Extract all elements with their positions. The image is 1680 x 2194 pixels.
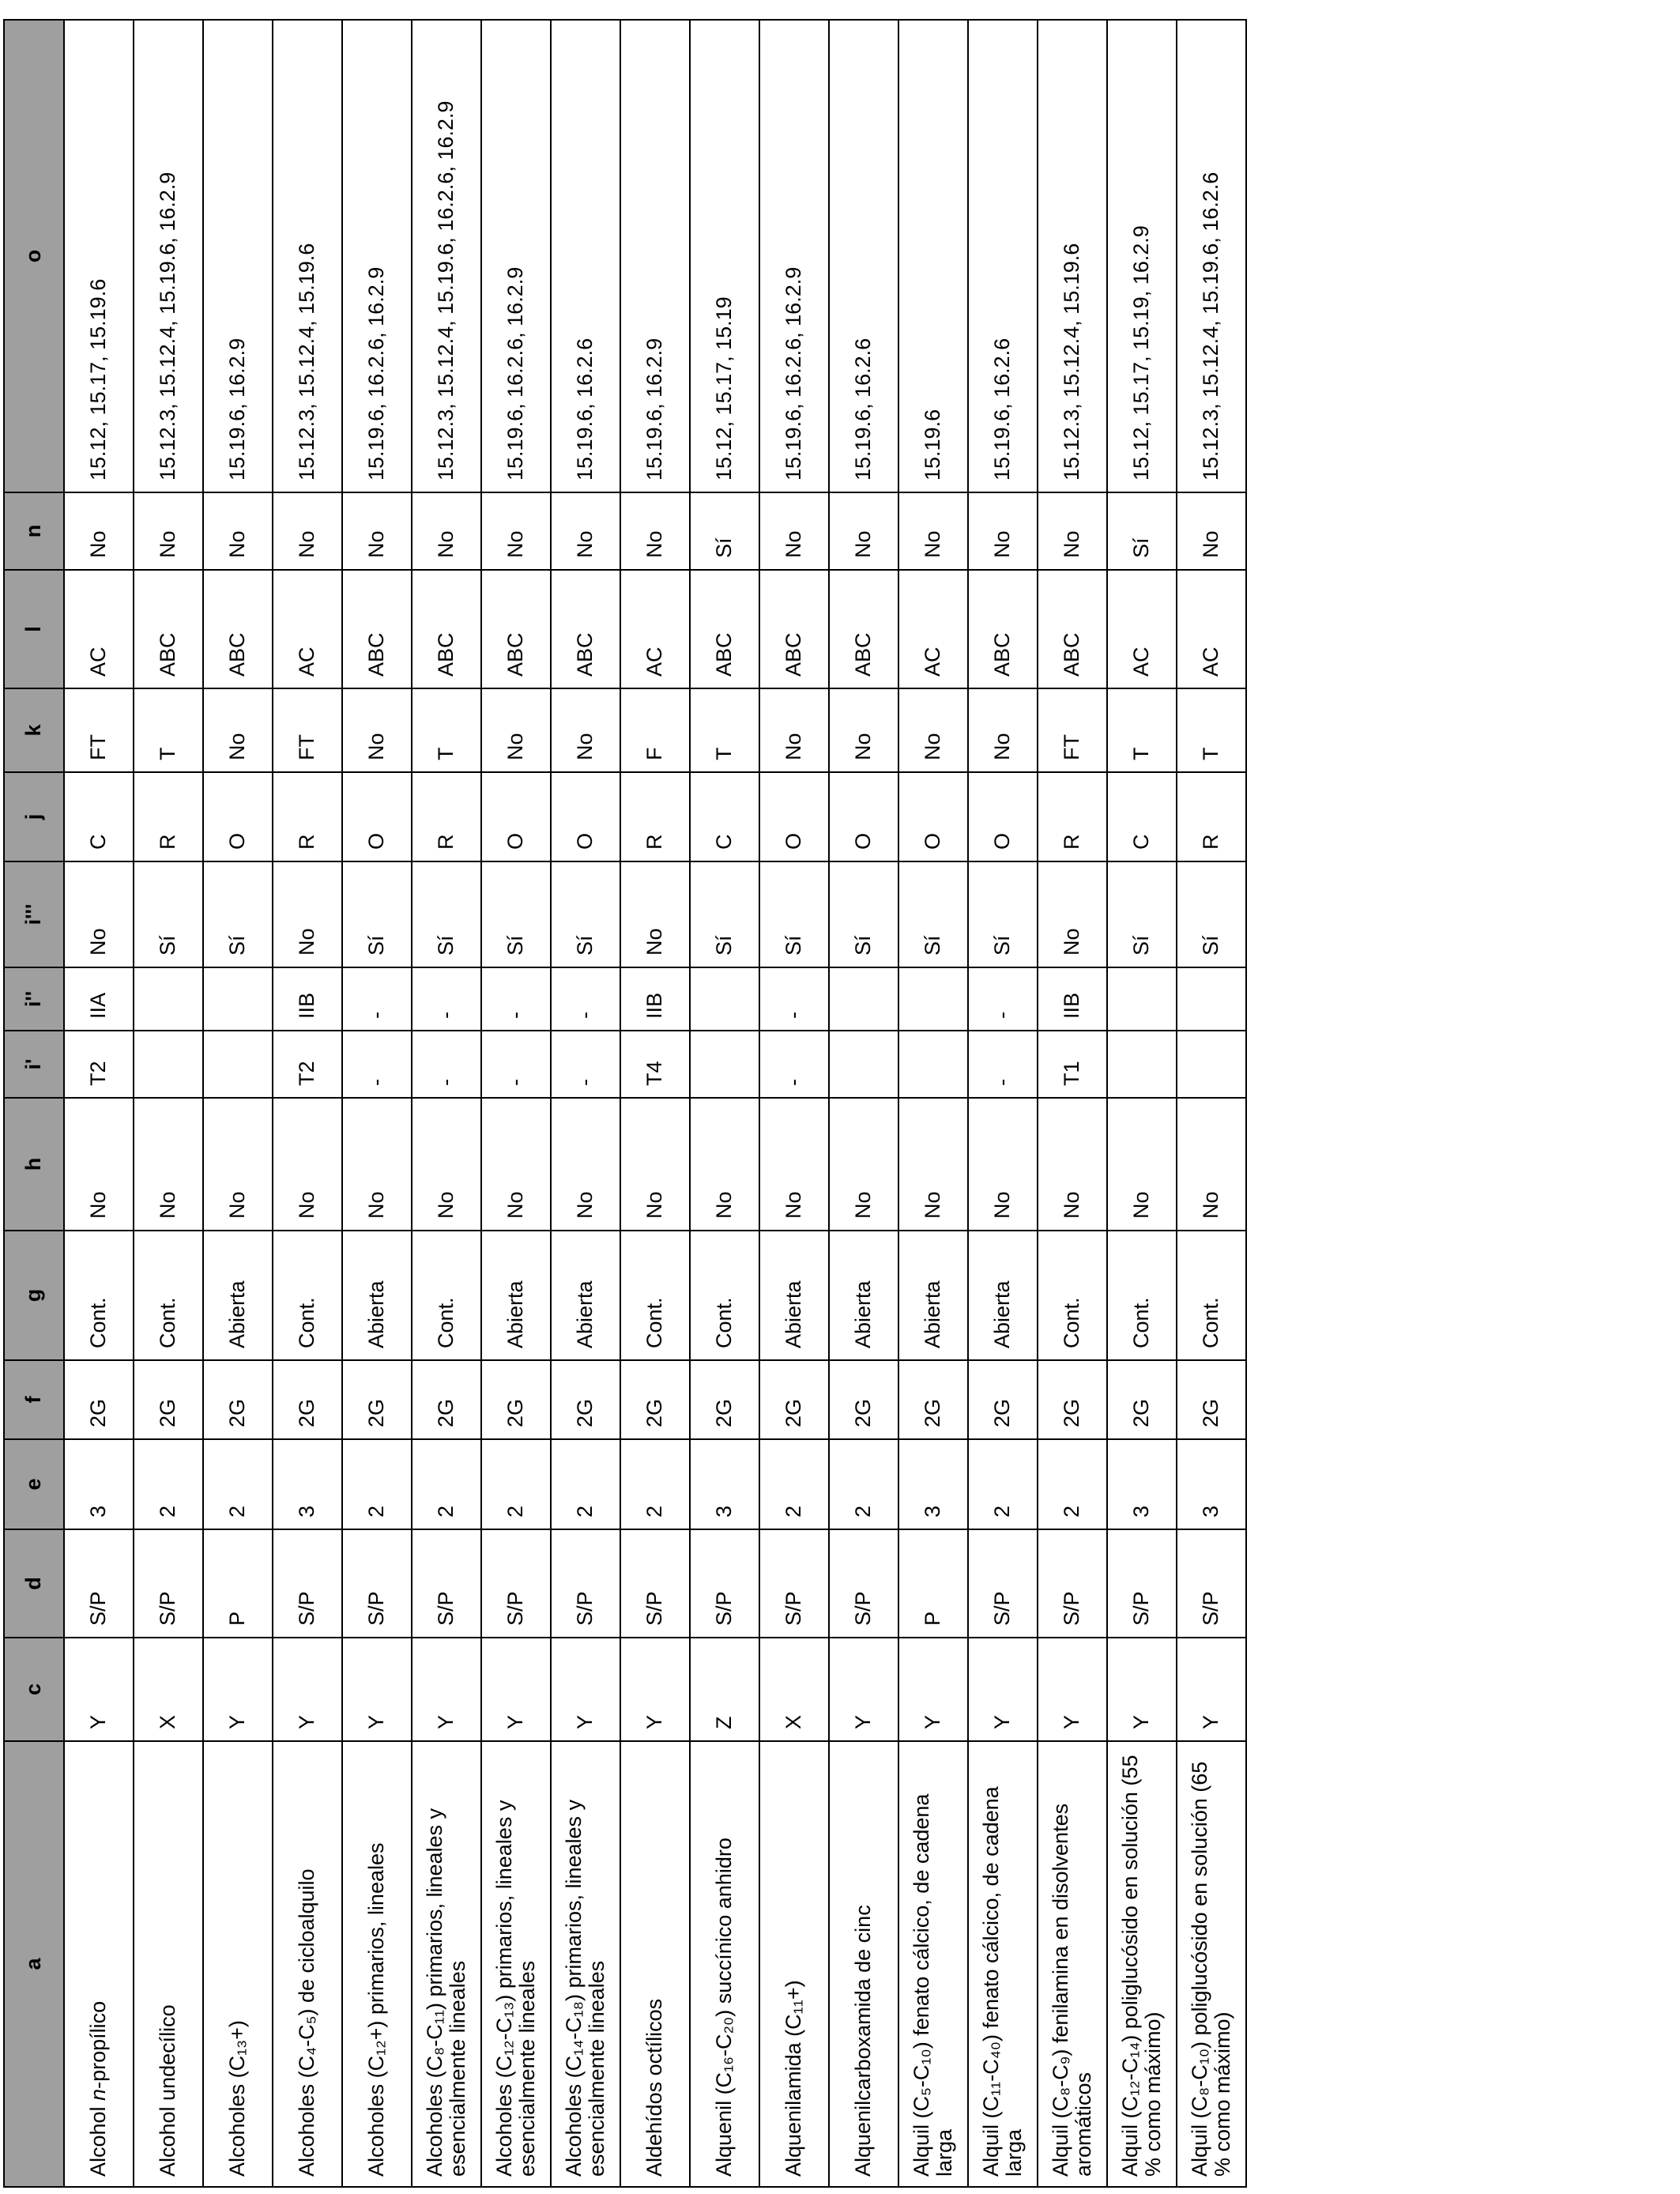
table-cell: 15.19.6, 16.2.6, 16.2.9 <box>342 20 412 492</box>
table-cell: IIB <box>273 967 342 1031</box>
table-cell: No <box>134 492 203 570</box>
table-cell: 2G <box>759 1360 829 1439</box>
table-cell: 2 <box>203 1439 273 1529</box>
table-cell: - <box>342 967 412 1031</box>
table-cell: Abierta <box>759 1231 829 1360</box>
table-cell: Cont. <box>1177 1231 1246 1360</box>
table-cell: 15.12, 15.17, 15.19.6 <box>64 20 134 492</box>
table-cell: P <box>203 1529 273 1638</box>
table-cell: 2G <box>620 1360 690 1439</box>
table-cell: - <box>412 1031 481 1098</box>
table-cell: Sí <box>690 492 759 570</box>
table-cell: 2 <box>829 1439 898 1529</box>
table-cell: AC <box>64 570 134 688</box>
table-cell: R <box>412 772 481 861</box>
table-cell: Y <box>64 1638 134 1741</box>
table-row <box>481 20 551 2187</box>
table-cell: T <box>1107 688 1177 772</box>
table-cell: 15.19.6, 16.2.6 <box>968 20 1038 492</box>
table-cell: R <box>1177 772 1246 861</box>
table-cell: ABC <box>690 570 759 688</box>
table-cell <box>1177 1031 1246 1098</box>
column-header: c <box>4 1638 64 1741</box>
table-cell: 3 <box>690 1439 759 1529</box>
table-cell: - <box>968 1031 1038 1098</box>
table-row <box>134 20 203 2187</box>
table-cell: 2 <box>551 1439 620 1529</box>
table-row <box>898 20 968 2187</box>
table-row <box>64 20 134 2187</box>
table-cell: No <box>273 492 342 570</box>
table-row <box>273 20 342 2187</box>
table-cell: - <box>759 1031 829 1098</box>
table-cell: AC <box>273 570 342 688</box>
table-row <box>551 20 620 2187</box>
table-cell: C <box>64 772 134 861</box>
product-name-cell: Alquil (C₈-C₉) fenilamina en disolventes aromáticos <box>1038 1741 1107 2187</box>
table-cell: ABC <box>203 570 273 688</box>
table-cell: FT <box>64 688 134 772</box>
table-cell: T1 <box>1038 1031 1107 1098</box>
table-row <box>1107 20 1177 2187</box>
table-cell: C <box>690 772 759 861</box>
table-cell: - <box>342 1031 412 1098</box>
table-cell: T2 <box>273 1031 342 1098</box>
table-cell: 2G <box>64 1360 134 1439</box>
table-cell: 2G <box>1177 1360 1246 1439</box>
table-cell: F <box>620 688 690 772</box>
table-cell: 15.12, 15.17, 15.19 <box>690 20 759 492</box>
table-cell: No <box>342 1098 412 1231</box>
table-cell: No <box>412 1098 481 1231</box>
table-cell: 15.19.6, 16.2.6 <box>551 20 620 492</box>
column-header: i''' <box>4 861 64 967</box>
table-cell: 15.19.6, 16.2.6 <box>829 20 898 492</box>
table-cell: Cont. <box>620 1231 690 1360</box>
table-cell: Cont. <box>690 1231 759 1360</box>
table-cell <box>1177 967 1246 1031</box>
table-cell: - <box>481 1031 551 1098</box>
table-cell: S/P <box>134 1529 203 1638</box>
table-cell: O <box>898 772 968 861</box>
table-cell <box>134 967 203 1031</box>
table-cell: T <box>412 688 481 772</box>
table-cell: S/P <box>273 1529 342 1638</box>
table-cell: O <box>829 772 898 861</box>
table-cell: No <box>829 1098 898 1231</box>
product-name-cell: Alcoholes (C₁₂+) primarios, lineales <box>342 1741 412 2187</box>
table-cell: 2 <box>342 1439 412 1529</box>
table-cell: 2G <box>1038 1360 1107 1439</box>
column-header: k <box>4 688 64 772</box>
table-row <box>690 20 759 2187</box>
table-cell: X <box>134 1638 203 1741</box>
column-header: j <box>4 772 64 861</box>
table-cell: No <box>898 688 968 772</box>
table-cell: 2G <box>203 1360 273 1439</box>
table-cell: Sí <box>1177 861 1246 967</box>
table-cell: No <box>342 492 412 570</box>
table-cell: No <box>551 492 620 570</box>
table-cell: ABC <box>481 570 551 688</box>
table-cell: ABC <box>134 570 203 688</box>
table-cell: S/P <box>1107 1529 1177 1638</box>
table-row <box>759 20 829 2187</box>
table-cell: Sí <box>481 861 551 967</box>
table-cell: T2 <box>64 1031 134 1098</box>
table-row <box>620 20 690 2187</box>
table-cell: Sí <box>342 861 412 967</box>
table-cell: No <box>64 492 134 570</box>
table-cell <box>134 1031 203 1098</box>
table-cell <box>203 967 273 1031</box>
table-cell: AC <box>620 570 690 688</box>
table-cell: - <box>412 967 481 1031</box>
table-cell: AC <box>1107 570 1177 688</box>
table-cell: 15.19.6, 16.2.9 <box>620 20 690 492</box>
table-cell: 2G <box>134 1360 203 1439</box>
table-cell: Y <box>412 1638 481 1741</box>
table-cell: No <box>690 1098 759 1231</box>
table-cell: X <box>759 1638 829 1741</box>
table-cell: S/P <box>64 1529 134 1638</box>
table-cell: ABC <box>829 570 898 688</box>
table-cell: Cont. <box>1107 1231 1177 1360</box>
header-row <box>4 20 64 2187</box>
table-cell: 15.19.6 <box>898 20 968 492</box>
table-cell: 3 <box>1177 1439 1246 1529</box>
table-cell: IIA <box>64 967 134 1031</box>
table-row <box>412 20 481 2187</box>
table-cell: Sí <box>134 861 203 967</box>
column-header: a <box>4 1741 64 2187</box>
column-header: e <box>4 1439 64 1529</box>
table-cell: No <box>898 492 968 570</box>
table-cell: Abierta <box>481 1231 551 1360</box>
table-cell: T <box>690 688 759 772</box>
table-cell: Cont. <box>273 1231 342 1360</box>
product-name-cell: Alcoholes (C₁₂-C₁₃) primarios, lineales y esencialmente lineales <box>481 1741 551 2187</box>
product-name-cell: Aldehídos octílicos <box>620 1741 690 2187</box>
table-cell <box>898 967 968 1031</box>
table-cell: Y <box>1107 1638 1177 1741</box>
table-cell: 15.12.3, 15.12.4, 15.19.6 <box>1038 20 1107 492</box>
table-cell: T4 <box>620 1031 690 1098</box>
table-cell: 2 <box>1038 1439 1107 1529</box>
table-cell: O <box>481 772 551 861</box>
table-cell: 2G <box>690 1360 759 1439</box>
table-cell: No <box>134 1098 203 1231</box>
table-cell: Abierta <box>551 1231 620 1360</box>
table-cell: Sí <box>968 861 1038 967</box>
table-cell: Y <box>273 1638 342 1741</box>
table-cell: S/P <box>829 1529 898 1638</box>
table-cell <box>1107 967 1177 1031</box>
table-cell: No <box>1038 1098 1107 1231</box>
table-cell: - <box>551 967 620 1031</box>
table-cell: O <box>759 772 829 861</box>
table-cell: R <box>273 772 342 861</box>
table-cell: No <box>273 861 342 967</box>
table-cell: 3 <box>64 1439 134 1529</box>
column-header: h <box>4 1098 64 1231</box>
table-cell <box>898 1031 968 1098</box>
table-cell: No <box>968 492 1038 570</box>
table-cell: No <box>551 688 620 772</box>
table-cell: 15.12.3, 15.12.4, 15.19.6, 16.2.6, 16.2.9 <box>412 20 481 492</box>
table-cell: No <box>481 492 551 570</box>
table-cell: Y <box>551 1638 620 1741</box>
table-cell: No <box>759 1098 829 1231</box>
table-cell: R <box>134 772 203 861</box>
table-cell: 15.12.3, 15.12.4, 15.19.6 <box>273 20 342 492</box>
table-cell: ABC <box>1038 570 1107 688</box>
table-cell: Z <box>690 1638 759 1741</box>
column-header: o <box>4 20 64 492</box>
product-name-cell: Alquil (C₁₂-C₁₄) poliglucósido en solución (55 % como máximo) <box>1107 1741 1177 2187</box>
table-cell: Abierta <box>968 1231 1038 1360</box>
table-cell: No <box>1177 1098 1246 1231</box>
table-cell: Cont. <box>412 1231 481 1360</box>
table-cell: C <box>1107 772 1177 861</box>
product-name-cell: Alquenilamida (C₁₁+) <box>759 1741 829 2187</box>
table-cell: 3 <box>1107 1439 1177 1529</box>
table-cell: No <box>898 1098 968 1231</box>
table-cell: Sí <box>829 861 898 967</box>
chemical-products-table <box>3 19 1247 2188</box>
table-cell: AC <box>898 570 968 688</box>
table-cell: No <box>1177 492 1246 570</box>
table-cell: No <box>620 861 690 967</box>
table-cell: No <box>829 492 898 570</box>
column-header: i'' <box>4 967 64 1031</box>
table-cell <box>829 967 898 1031</box>
table-cell: 2 <box>481 1439 551 1529</box>
table-cell: 15.19.6, 16.2.9 <box>203 20 273 492</box>
table-cell: 2 <box>968 1439 1038 1529</box>
table-cell: No <box>203 1098 273 1231</box>
table-cell: Sí <box>412 861 481 967</box>
table-cell: ABC <box>759 570 829 688</box>
table-cell <box>1107 1031 1177 1098</box>
table-cell: S/P <box>551 1529 620 1638</box>
table-cell: No <box>551 1098 620 1231</box>
product-name-cell: Alcoholes (C₄-C₅) de cicloalquilo <box>273 1741 342 2187</box>
table-cell: 15.19.6, 16.2.6, 16.2.9 <box>481 20 551 492</box>
table-cell: 3 <box>898 1439 968 1529</box>
table-cell: Y <box>342 1638 412 1741</box>
table-cell: Abierta <box>342 1231 412 1360</box>
table-cell: R <box>620 772 690 861</box>
product-name-cell: Alquil (C₈-C₁₀) poliglucósido en solución (65 % como máximo) <box>1177 1741 1246 2187</box>
table-cell: No <box>273 1098 342 1231</box>
table-cell: 15.19.6, 16.2.6, 16.2.9 <box>759 20 829 492</box>
table-cell: Y <box>968 1638 1038 1741</box>
table-cell: 3 <box>273 1439 342 1529</box>
table-cell: No <box>203 688 273 772</box>
table-row <box>1177 20 1246 2187</box>
table-cell: No <box>968 688 1038 772</box>
table-cell: Y <box>481 1638 551 1741</box>
table-cell: T <box>134 688 203 772</box>
table-body <box>64 20 1246 2187</box>
table-cell: 2G <box>273 1360 342 1439</box>
table-cell: No <box>1038 861 1107 967</box>
table-cell: 2 <box>134 1439 203 1529</box>
table-row <box>342 20 412 2187</box>
table-cell: 2G <box>342 1360 412 1439</box>
table-row <box>203 20 273 2187</box>
table-cell: No <box>1107 1098 1177 1231</box>
product-name-cell: Alcoholes (C₈-C₁₁) primarios, lineales y esencialmente lineales <box>412 1741 481 2187</box>
table-cell: No <box>481 688 551 772</box>
table-cell: No <box>412 492 481 570</box>
table-cell: FT <box>1038 688 1107 772</box>
table-cell: P <box>898 1529 968 1638</box>
table-cell: O <box>203 772 273 861</box>
table-cell: Sí <box>759 861 829 967</box>
table-cell: Sí <box>1107 861 1177 967</box>
table-cell: - <box>759 967 829 1031</box>
column-header: d <box>4 1529 64 1638</box>
table-cell: ABC <box>412 570 481 688</box>
column-header: n <box>4 492 64 570</box>
table-cell: O <box>342 772 412 861</box>
table-cell: S/P <box>968 1529 1038 1638</box>
product-name-cell: Alcoholes (C₁₃+) <box>203 1741 273 2187</box>
table-cell: ABC <box>551 570 620 688</box>
table-cell <box>829 1031 898 1098</box>
product-name-cell: Alquil (C₅-C₁₀) fenato cálcico, de cadena larga <box>898 1741 968 2187</box>
table-cell: 2G <box>829 1360 898 1439</box>
table-cell: 15.12.3, 15.12.4, 15.19.6, 16.2.6 <box>1177 20 1246 492</box>
product-name-cell: Alquil (C₁₁-C₄₀) fenato cálcico, de cadena larga <box>968 1741 1038 2187</box>
product-name-cell: Alcohol n-propílico <box>64 1741 134 2187</box>
table-row <box>829 20 898 2187</box>
table-cell: S/P <box>620 1529 690 1638</box>
table-cell: Sí <box>1107 492 1177 570</box>
table-cell: 2G <box>481 1360 551 1439</box>
product-name-cell: Alquenil (C₁₆-C₂₀) succínico anhidro <box>690 1741 759 2187</box>
table-cell: No <box>342 688 412 772</box>
table-cell: No <box>203 492 273 570</box>
table-cell: Y <box>1177 1638 1246 1741</box>
table-cell: 15.12, 15.17, 15.19, 16.2.9 <box>1107 20 1177 492</box>
table-cell: Y <box>898 1638 968 1741</box>
table-cell: S/P <box>342 1529 412 1638</box>
table-cell: Y <box>620 1638 690 1741</box>
table-cell: S/P <box>759 1529 829 1638</box>
table-cell: S/P <box>412 1529 481 1638</box>
table-cell: No <box>968 1098 1038 1231</box>
table-cell: ABC <box>968 570 1038 688</box>
table-cell: R <box>1038 772 1107 861</box>
column-header: f <box>4 1360 64 1439</box>
table-cell: No <box>64 861 134 967</box>
table-cell: Cont. <box>134 1231 203 1360</box>
table-cell: S/P <box>690 1529 759 1638</box>
table-cell: Y <box>829 1638 898 1741</box>
table-cell: Cont. <box>1038 1231 1107 1360</box>
table-cell <box>203 1031 273 1098</box>
table-cell <box>690 1031 759 1098</box>
table-cell: No <box>481 1098 551 1231</box>
table-cell: O <box>968 772 1038 861</box>
table-cell: ABC <box>342 570 412 688</box>
table-cell: No <box>759 492 829 570</box>
table-cell: No <box>1038 492 1107 570</box>
table-cell: 2G <box>551 1360 620 1439</box>
product-name-cell: Alcoholes (C₁₄-C₁₈) primarios, lineales y esencialmente lineales <box>551 1741 620 2187</box>
table-cell: T <box>1177 688 1246 772</box>
table-cell: No <box>759 688 829 772</box>
table-cell: S/P <box>1177 1529 1246 1638</box>
table-cell: 2G <box>898 1360 968 1439</box>
table-cell: - <box>481 967 551 1031</box>
table-cell: Y <box>1038 1638 1107 1741</box>
table-cell: No <box>829 688 898 772</box>
table-cell: 2 <box>412 1439 481 1529</box>
table-cell: Sí <box>690 861 759 967</box>
table-cell: Cont. <box>64 1231 134 1360</box>
table-cell: 2 <box>759 1439 829 1529</box>
table-cell: IIB <box>1038 967 1107 1031</box>
table-cell: Abierta <box>898 1231 968 1360</box>
table-cell: IIB <box>620 967 690 1031</box>
table-cell: 2 <box>620 1439 690 1529</box>
table-cell: Y <box>203 1638 273 1741</box>
table-cell: Sí <box>551 861 620 967</box>
table-cell: - <box>551 1031 620 1098</box>
table-cell: AC <box>1177 570 1246 688</box>
table-cell: Sí <box>898 861 968 967</box>
column-header: i' <box>4 1031 64 1098</box>
table-cell: 2G <box>412 1360 481 1439</box>
table-cell: No <box>620 492 690 570</box>
product-name-cell: Alcohol undecílico <box>134 1741 203 2187</box>
table-row <box>968 20 1038 2187</box>
table-cell <box>690 967 759 1031</box>
table-cell: - <box>968 967 1038 1031</box>
table-cell: Abierta <box>203 1231 273 1360</box>
table-cell: S/P <box>481 1529 551 1638</box>
table-cell: Abierta <box>829 1231 898 1360</box>
table-cell: No <box>64 1098 134 1231</box>
table-cell: Sí <box>203 861 273 967</box>
product-name-cell: Alquenilcarboxamida de cinc <box>829 1741 898 2187</box>
table-cell: 2G <box>968 1360 1038 1439</box>
table-cell: No <box>620 1098 690 1231</box>
table-cell: S/P <box>1038 1529 1107 1638</box>
table-cell: 15.12.3, 15.12.4, 15.19.6, 16.2.9 <box>134 20 203 492</box>
table-row <box>1038 20 1107 2187</box>
table-cell: O <box>551 772 620 861</box>
table-cell: 2G <box>1107 1360 1177 1439</box>
table-cell: FT <box>273 688 342 772</box>
column-header: l <box>4 570 64 688</box>
column-header: g <box>4 1231 64 1360</box>
